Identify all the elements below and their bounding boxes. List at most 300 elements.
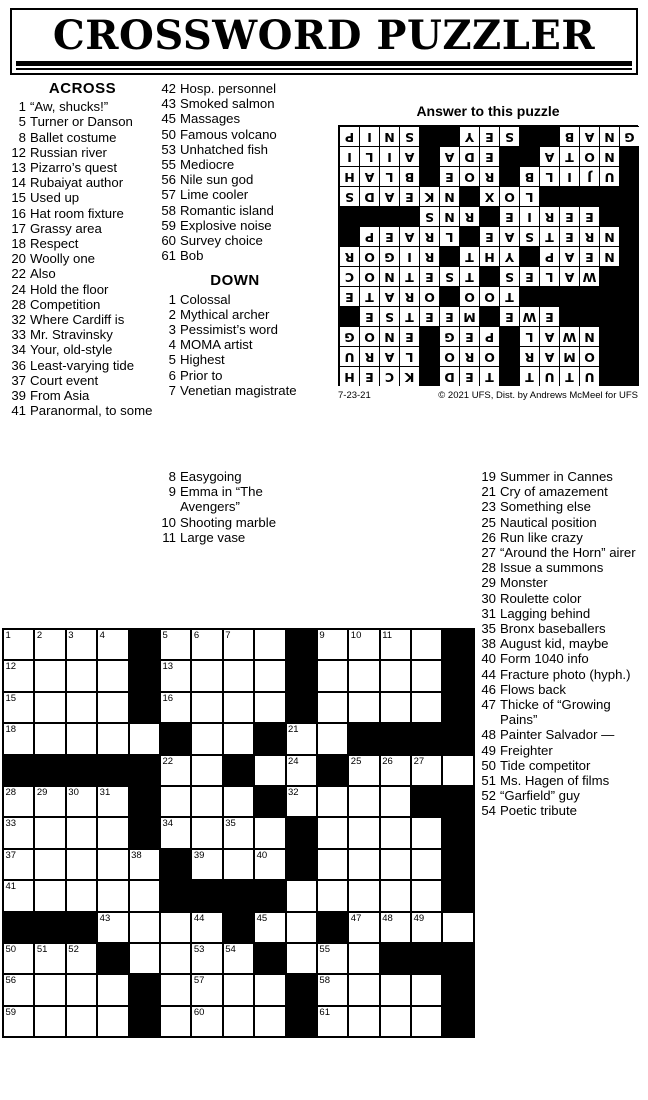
- grid-block-cell: [130, 818, 161, 849]
- grid-block-cell: [98, 756, 129, 787]
- grid-block-cell: [287, 630, 318, 661]
- clue-text: Tide competitor: [500, 757, 591, 773]
- grid-entry-cell[interactable]: [4, 881, 35, 912]
- title-rule-thick: [16, 61, 632, 66]
- grid-entry-cell[interactable]: [192, 756, 223, 787]
- grid-block-cell: [287, 1007, 318, 1038]
- grid-entry-cell[interactable]: [98, 630, 129, 661]
- grid-entry-cell[interactable]: [98, 724, 129, 755]
- grid-entry-cell[interactable]: [192, 1007, 223, 1038]
- answer-block-cell: [359, 206, 379, 226]
- grid-entry-cell[interactable]: [35, 661, 66, 692]
- grid-entry-cell[interactable]: [443, 913, 474, 944]
- grid-entry-cell[interactable]: [192, 630, 223, 661]
- grid-entry-cell[interactable]: [224, 975, 255, 1006]
- grid-entry-cell[interactable]: [381, 661, 412, 692]
- answer-block-cell: [599, 266, 619, 286]
- grid-entry-cell[interactable]: [318, 1007, 349, 1038]
- grid-entry-cell[interactable]: [349, 975, 380, 1006]
- grid-entry-cell[interactable]: [349, 787, 380, 818]
- grid-entry-cell[interactable]: [98, 693, 129, 724]
- grid-entry-cell[interactable]: [224, 944, 255, 975]
- grid-block-cell: [130, 975, 161, 1006]
- grid-cell-number: 56: [5, 975, 17, 987]
- clue-text: Cry of amazement: [500, 484, 608, 500]
- clue-text: Shooting marble: [180, 514, 277, 530]
- answer-block-cell: [519, 126, 539, 146]
- answer-block-cell: [619, 366, 639, 386]
- grid-entry-cell[interactable]: [4, 724, 35, 755]
- answer-credit: [338, 390, 638, 401]
- clue-text: Court event: [30, 372, 99, 388]
- grid-entry-cell[interactable]: [255, 818, 286, 849]
- answer-letter-cell: R: [479, 166, 499, 186]
- grid-entry-cell[interactable]: [130, 913, 161, 944]
- grid-entry-cell[interactable]: [130, 944, 161, 975]
- clue-item: [10, 251, 155, 266]
- grid-entry-cell[interactable]: [161, 913, 192, 944]
- answer-block-cell: [459, 226, 479, 246]
- clue-text: Venetian magistrate: [180, 382, 297, 398]
- grid-block-cell: [67, 756, 98, 787]
- grid-entry-cell[interactable]: [161, 975, 192, 1006]
- grid-entry-cell[interactable]: [35, 975, 66, 1006]
- grid-entry-cell[interactable]: [412, 630, 443, 661]
- grid-block-cell: [130, 661, 161, 692]
- grid-entry-cell[interactable]: [443, 756, 474, 787]
- answer-letter-cell: R: [419, 226, 439, 246]
- clue-item: [480, 667, 640, 682]
- clue-item: [480, 530, 640, 545]
- answer-block-cell: [619, 346, 639, 366]
- answer-letter-cell: A: [539, 346, 559, 366]
- answer-letter-cell: U: [579, 366, 599, 386]
- clue-text: Ballet costume: [30, 129, 117, 145]
- answer-letter-cell: E: [479, 226, 499, 246]
- clue-text: Least-varying tide: [30, 357, 135, 373]
- grid-cell-number: 3: [68, 630, 74, 641]
- answer-letter-cell: W: [579, 266, 599, 286]
- grid-entry-cell[interactable]: [381, 1007, 412, 1038]
- clue-item: [10, 130, 155, 145]
- grid-entry-cell[interactable]: [349, 1007, 380, 1038]
- grid-entry-cell[interactable]: [192, 975, 223, 1006]
- answer-letter-cell: S: [519, 226, 539, 246]
- answer-letter-cell: Y: [459, 126, 479, 146]
- grid-entry-cell[interactable]: [192, 724, 223, 755]
- answer-block-cell: [339, 226, 359, 246]
- across-column-2: [160, 81, 310, 398]
- grid-entry-cell[interactable]: [161, 1007, 192, 1038]
- answer-letter-cell: E: [379, 226, 399, 246]
- clue-text: Mediocre: [180, 157, 235, 173]
- grid-cell-number: 25: [350, 755, 362, 767]
- clue-number: 29: [481, 575, 496, 591]
- grid-entry-cell[interactable]: [287, 756, 318, 787]
- answer-letter-cell: E: [419, 266, 439, 286]
- grid-block-cell: [443, 724, 474, 755]
- clue-number: 13: [11, 160, 26, 176]
- grid-block-cell: [161, 881, 192, 912]
- grid-cell-number: 52: [68, 943, 79, 955]
- answer-block-cell: [619, 246, 639, 266]
- grid-block-cell: [287, 661, 318, 692]
- grid-entry-cell[interactable]: [130, 850, 161, 881]
- grid-entry-cell[interactable]: [161, 818, 192, 849]
- grid-entry-cell[interactable]: [98, 850, 129, 881]
- grid-entry-cell[interactable]: [4, 944, 35, 975]
- clue-number: 8: [18, 129, 26, 145]
- grid-entry-cell[interactable]: [349, 944, 380, 975]
- grid-entry-cell[interactable]: [98, 975, 129, 1006]
- grid-entry-cell[interactable]: [255, 693, 286, 724]
- answer-letter-cell: E: [519, 266, 539, 286]
- grid-cell-number: 54: [225, 943, 236, 955]
- grid-entry-cell[interactable]: [161, 693, 192, 724]
- grid-entry-cell[interactable]: [4, 630, 35, 661]
- grid-block-cell: [412, 944, 443, 975]
- answer-block-cell: [519, 246, 539, 266]
- grid-entry-cell[interactable]: [255, 975, 286, 1006]
- grid-entry-cell[interactable]: [381, 913, 412, 944]
- grid-entry-cell[interactable]: [287, 913, 318, 944]
- grid-entry-cell[interactable]: [67, 630, 98, 661]
- answer-letter-cell: U: [539, 366, 559, 386]
- answer-letter-cell: R: [459, 346, 479, 366]
- answer-block-cell: [439, 126, 459, 146]
- grid-entry-cell[interactable]: [349, 913, 380, 944]
- clue-item: [480, 803, 640, 818]
- grid-entry-cell[interactable]: [287, 787, 318, 818]
- grid-entry-cell[interactable]: [67, 724, 98, 755]
- clue-number: 58: [161, 202, 176, 218]
- grid-entry-cell[interactable]: [381, 756, 412, 787]
- clue-text: Explosive noise: [180, 217, 272, 233]
- grid-entry-cell[interactable]: [381, 630, 412, 661]
- grid-entry-cell[interactable]: [255, 850, 286, 881]
- grid-entry-cell[interactable]: [67, 944, 98, 975]
- grid-block-cell: [443, 630, 474, 661]
- grid-entry-cell[interactable]: [98, 661, 129, 692]
- clue-number: 21: [481, 484, 496, 500]
- grid-entry-cell[interactable]: [161, 944, 192, 975]
- grid-entry-cell[interactable]: [192, 818, 223, 849]
- clue-text: Large vase: [180, 529, 246, 545]
- grid-entry-cell[interactable]: [192, 913, 223, 944]
- clue-number: 1: [18, 99, 26, 115]
- answer-letter-cell: A: [539, 146, 559, 166]
- grid-entry-cell[interactable]: [98, 1007, 129, 1038]
- grid-block-cell: [4, 913, 35, 944]
- answer-letter-cell: S: [399, 126, 419, 146]
- answer-letter-cell: N: [379, 326, 399, 346]
- grid-entry-cell[interactable]: [318, 944, 349, 975]
- clue-number: 10: [161, 514, 176, 530]
- grid-entry-cell[interactable]: [349, 693, 380, 724]
- grid-entry-cell[interactable]: [98, 787, 129, 818]
- clue-item: [480, 743, 640, 758]
- clue-item: [10, 327, 155, 342]
- answer-block-cell: [519, 146, 539, 166]
- grid-entry-cell[interactable]: [287, 724, 318, 755]
- grid-entry-cell[interactable]: [381, 881, 412, 912]
- clue-text: “Aw, shucks!”: [30, 99, 109, 115]
- clue-number: 18: [11, 236, 26, 252]
- clue-item: [10, 297, 155, 312]
- grid-entry-cell[interactable]: [224, 787, 255, 818]
- grid-entry-cell[interactable]: [412, 756, 443, 787]
- answer-block-cell: [479, 306, 499, 326]
- grid-block-cell: [130, 1007, 161, 1038]
- clue-number: 51: [481, 773, 496, 789]
- grid-entry-cell[interactable]: [349, 818, 380, 849]
- grid-block-cell: [161, 724, 192, 755]
- answer-block-cell: [499, 346, 519, 366]
- grid-entry-cell[interactable]: [192, 693, 223, 724]
- grid-entry-cell[interactable]: [4, 975, 35, 1006]
- answer-letter-cell: A: [439, 146, 459, 166]
- answer-letter-cell: N: [379, 266, 399, 286]
- answer-letter-cell: A: [559, 266, 579, 286]
- grid-entry-cell[interactable]: [318, 975, 349, 1006]
- clue-item: [160, 530, 310, 545]
- clue-text: Fracture photo (hyph.): [500, 666, 631, 682]
- grid-cell-number: 2: [36, 630, 43, 641]
- grid-block-cell: [443, 944, 474, 975]
- grid-entry-cell[interactable]: [4, 661, 35, 692]
- answer-letter-cell: N: [439, 186, 459, 206]
- grid-entry-cell[interactable]: [224, 661, 255, 692]
- answer-letter-cell: E: [499, 206, 519, 226]
- grid-cell-number: 40: [256, 849, 268, 861]
- grid-entry-cell[interactable]: [349, 630, 380, 661]
- grid-entry-cell[interactable]: [161, 630, 192, 661]
- grid-entry-cell[interactable]: [192, 661, 223, 692]
- grid-entry-cell[interactable]: [381, 818, 412, 849]
- clue-number: 6: [168, 367, 176, 383]
- grid-block-cell: [287, 693, 318, 724]
- grid-entry-cell[interactable]: [67, 1007, 98, 1038]
- grid-cell-number: 53: [193, 943, 205, 955]
- grid-entry-cell[interactable]: [318, 850, 349, 881]
- answer-letter-cell: C: [379, 366, 399, 386]
- answer-letter-cell: N: [579, 326, 599, 346]
- grid-cell-number: 41: [5, 881, 17, 893]
- grid-entry-cell[interactable]: [349, 850, 380, 881]
- answer-letter-cell: A: [539, 326, 559, 346]
- grid-entry-cell[interactable]: [35, 1007, 66, 1038]
- grid-cell-number: 12: [5, 661, 17, 673]
- grid-entry-cell[interactable]: [98, 913, 129, 944]
- grid-entry-cell[interactable]: [224, 630, 255, 661]
- answer-letter-cell: W: [519, 306, 539, 326]
- grid-entry-cell[interactable]: [4, 1007, 35, 1038]
- answer-letter-cell: I: [339, 146, 359, 166]
- grid-entry-cell[interactable]: [130, 724, 161, 755]
- clue-text: Lime cooler: [180, 187, 249, 203]
- grid-block-cell: [443, 787, 474, 818]
- clue-text: From Asia: [30, 388, 90, 404]
- grid-entry-cell[interactable]: [287, 881, 318, 912]
- grid-entry-cell[interactable]: [224, 1007, 255, 1038]
- grid-block-cell: [192, 881, 223, 912]
- clue-number: 22: [11, 266, 26, 282]
- answer-section: [338, 103, 638, 401]
- clue-text: Paranormal, to some: [30, 403, 153, 419]
- clue-number: 33: [11, 327, 26, 343]
- clue-text: Highest: [180, 352, 225, 368]
- grid-entry-cell[interactable]: [412, 661, 443, 692]
- puzzle-grid[interactable]: [2, 628, 475, 1038]
- grid-entry-cell[interactable]: [35, 630, 66, 661]
- clue-text: Massages: [180, 111, 241, 127]
- grid-entry-cell[interactable]: [192, 944, 223, 975]
- answer-letter-cell: G: [339, 326, 359, 346]
- grid-entry-cell[interactable]: [161, 787, 192, 818]
- grid-entry-cell[interactable]: [318, 630, 349, 661]
- grid-cell-number: 22: [162, 755, 174, 767]
- clue-number: 45: [161, 111, 176, 127]
- grid-entry-cell[interactable]: [255, 913, 286, 944]
- grid-entry-cell[interactable]: [67, 818, 98, 849]
- grid-entry-cell[interactable]: [4, 818, 35, 849]
- grid-entry-cell[interactable]: [255, 661, 286, 692]
- grid-entry-cell[interactable]: [318, 787, 349, 818]
- clue-text: “Garfield” guy: [500, 788, 580, 804]
- clue-item: [160, 337, 310, 352]
- answer-letter-cell: P: [339, 126, 359, 146]
- grid-entry-cell[interactable]: [224, 850, 255, 881]
- grid-entry-cell[interactable]: [412, 693, 443, 724]
- grid-entry-cell[interactable]: [67, 661, 98, 692]
- grid-entry-cell[interactable]: [4, 850, 35, 881]
- grid-entry-cell[interactable]: [412, 913, 443, 944]
- grid-entry-cell[interactable]: [130, 881, 161, 912]
- clue-number: 55: [161, 157, 176, 173]
- clue-item: [160, 469, 310, 484]
- grid-entry-cell[interactable]: [161, 756, 192, 787]
- answer-letter-cell: E: [339, 286, 359, 306]
- answer-letter-cell: T: [459, 246, 479, 266]
- grid-entry-cell[interactable]: [318, 661, 349, 692]
- grid-entry-cell[interactable]: [412, 975, 443, 1006]
- grid-entry-cell[interactable]: [381, 975, 412, 1006]
- grid-entry-cell[interactable]: [412, 850, 443, 881]
- grid-entry-cell[interactable]: [224, 693, 255, 724]
- grid-entry-cell[interactable]: [349, 881, 380, 912]
- grid-entry-cell[interactable]: [67, 787, 98, 818]
- grid-entry-cell[interactable]: [35, 693, 66, 724]
- grid-entry-cell[interactable]: [35, 787, 66, 818]
- grid-entry-cell[interactable]: [318, 881, 349, 912]
- clue-text: “Around the Horn” airer: [500, 545, 636, 561]
- grid-entry-cell[interactable]: [318, 818, 349, 849]
- clue-number: 5: [18, 114, 26, 130]
- grid-entry-cell[interactable]: [35, 724, 66, 755]
- grid-entry-cell[interactable]: [67, 975, 98, 1006]
- grid-entry-cell[interactable]: [349, 756, 380, 787]
- grid-entry-cell[interactable]: [192, 787, 223, 818]
- clue-number: 41: [11, 403, 26, 419]
- grid-entry-cell[interactable]: [4, 787, 35, 818]
- grid-block-cell: [443, 693, 474, 724]
- grid-cell-number: 45: [256, 912, 268, 924]
- clue-item: [480, 636, 640, 651]
- grid-entry-cell[interactable]: [318, 724, 349, 755]
- grid-entry-cell[interactable]: [381, 787, 412, 818]
- grid-entry-cell[interactable]: [412, 1007, 443, 1038]
- answer-block-cell: [339, 306, 359, 326]
- answer-block-cell: [439, 286, 459, 306]
- grid-entry-cell[interactable]: [381, 693, 412, 724]
- clue-number: 25: [481, 514, 496, 530]
- clue-text: Respect: [30, 236, 79, 252]
- answer-letter-cell: G: [379, 246, 399, 266]
- grid-cell-number: 61: [319, 1006, 330, 1018]
- grid-entry-cell[interactable]: [4, 693, 35, 724]
- grid-entry-cell[interactable]: [412, 881, 443, 912]
- answer-letter-cell: E: [539, 306, 559, 326]
- answer-letter-cell: U: [339, 346, 359, 366]
- grid-entry-cell[interactable]: [412, 818, 443, 849]
- grid-cell-number: 13: [162, 661, 174, 673]
- answer-letter-cell: O: [579, 346, 599, 366]
- answer-letter-cell: O: [479, 346, 499, 366]
- answer-letter-cell: O: [459, 166, 479, 186]
- answer-letter-cell: E: [579, 246, 599, 266]
- grid-entry-cell[interactable]: [381, 850, 412, 881]
- grid-entry-cell[interactable]: [98, 881, 129, 912]
- grid-entry-cell[interactable]: [224, 724, 255, 755]
- grid-block-cell: [287, 975, 318, 1006]
- grid-entry-cell[interactable]: [349, 661, 380, 692]
- grid-entry-cell[interactable]: [35, 881, 66, 912]
- grid-entry-cell[interactable]: [35, 818, 66, 849]
- answer-letter-cell: N: [439, 206, 459, 226]
- grid-entry-cell[interactable]: [255, 1007, 286, 1038]
- answer-letter-cell: A: [399, 146, 419, 166]
- grid-entry-cell[interactable]: [287, 944, 318, 975]
- grid-cell-number: 24: [288, 755, 299, 767]
- answer-letter-cell: E: [419, 306, 439, 326]
- grid-entry-cell[interactable]: [224, 818, 255, 849]
- clue-item: [10, 403, 155, 418]
- grid-block-cell: [130, 693, 161, 724]
- grid-entry-cell[interactable]: [67, 881, 98, 912]
- grid-entry-cell[interactable]: [35, 944, 66, 975]
- grid-cell-number: 1: [5, 630, 11, 641]
- grid-entry-cell[interactable]: [255, 630, 286, 661]
- grid-entry-cell[interactable]: [98, 818, 129, 849]
- clue-item: [160, 111, 310, 126]
- answer-letter-cell: E: [559, 226, 579, 246]
- answer-letter-cell: E: [479, 146, 499, 166]
- answer-letter-cell: R: [459, 206, 479, 226]
- answer-letter-cell: R: [399, 286, 419, 306]
- grid-entry-cell[interactable]: [35, 850, 66, 881]
- grid-block-cell: [255, 944, 286, 975]
- grid-entry-cell[interactable]: [318, 693, 349, 724]
- grid-entry-cell[interactable]: [67, 850, 98, 881]
- clue-item: [10, 266, 155, 281]
- grid-entry-cell[interactable]: [161, 661, 192, 692]
- answer-letter-cell: E: [359, 306, 379, 326]
- clue-item: [10, 114, 155, 129]
- grid-entry-cell[interactable]: [67, 693, 98, 724]
- grid-entry-cell[interactable]: [255, 756, 286, 787]
- grid-entry-cell[interactable]: [192, 850, 223, 881]
- grid-block-cell: [224, 756, 255, 787]
